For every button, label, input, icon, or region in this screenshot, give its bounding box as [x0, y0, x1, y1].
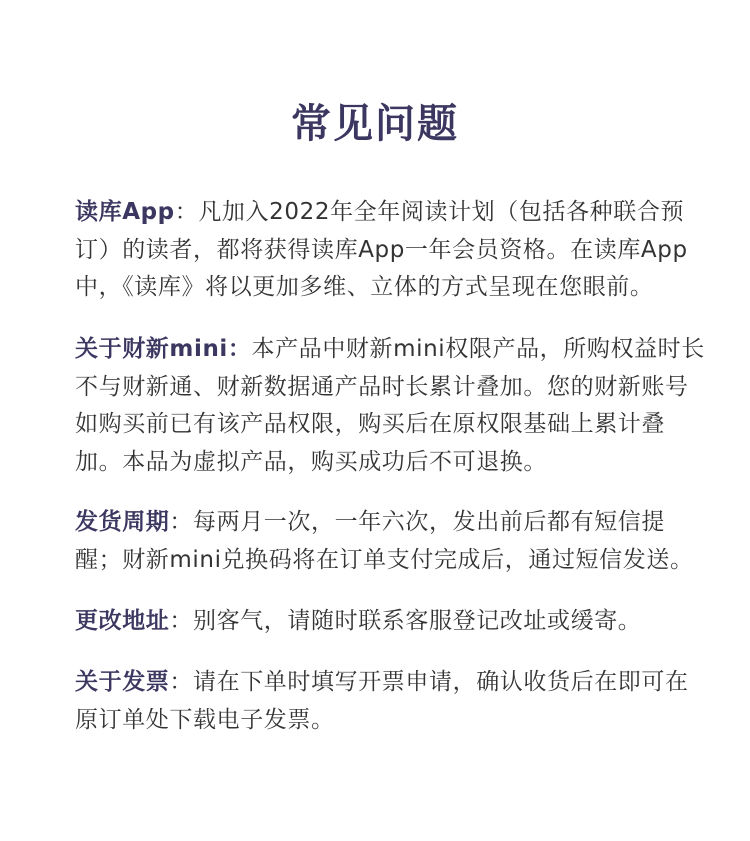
faq-item-invoice	[75, 664, 689, 739]
faq-text: 加。本品为虚拟产品，购买成功后不可退换。	[75, 448, 547, 475]
faq-text: ：每两月一次，一年六次，发出前后都有短信提	[169, 509, 666, 535]
faq-item-caixin-mini	[75, 331, 705, 481]
faq-text: ：凡加入2022年全年阅读计划（包括各种联合预	[174, 199, 685, 225]
faq-text: 原订单处下载电子发票。	[75, 706, 335, 733]
faq-text: 中，《读库》将以更加多维、立体的方式呈现在您眼前。	[75, 274, 654, 300]
faq-item-duku-app	[75, 194, 688, 307]
faq-label: 读库App	[75, 199, 175, 225]
faq-label: 关于财新mini：	[75, 336, 252, 362]
faq-item-change-address	[75, 603, 675, 641]
faq-label: 发货周期	[75, 509, 170, 535]
page-title: 常见问题	[291, 101, 459, 147]
faq-text: 本产品中财新mini权限产品，所购权益时长	[251, 336, 705, 362]
faq-text: 订）的读者，都将获得读库App一年会员资格。在读库App	[75, 236, 688, 263]
faq-text: 醒；财新mini兑换码将在订单支付完成后，通过短信发送。	[75, 546, 694, 573]
faq-text: 不与财新通、财新数据通产品时长累计叠加。您的财新账号	[75, 373, 689, 400]
faq-text: ：别客气，请随时联系客服登记改址或缓寄。	[169, 608, 642, 634]
faq-text: ：请在下单时填写开票申请，确认收货后在即可在	[169, 669, 689, 695]
faq-text: 如购买前已有该产品权限，购买后在原权限基础上累计叠	[75, 411, 665, 437]
faq-label: 关于发票	[75, 669, 170, 695]
faq-label: 更改地址	[75, 608, 170, 634]
faq-item-delivery-cycle	[75, 504, 694, 579]
